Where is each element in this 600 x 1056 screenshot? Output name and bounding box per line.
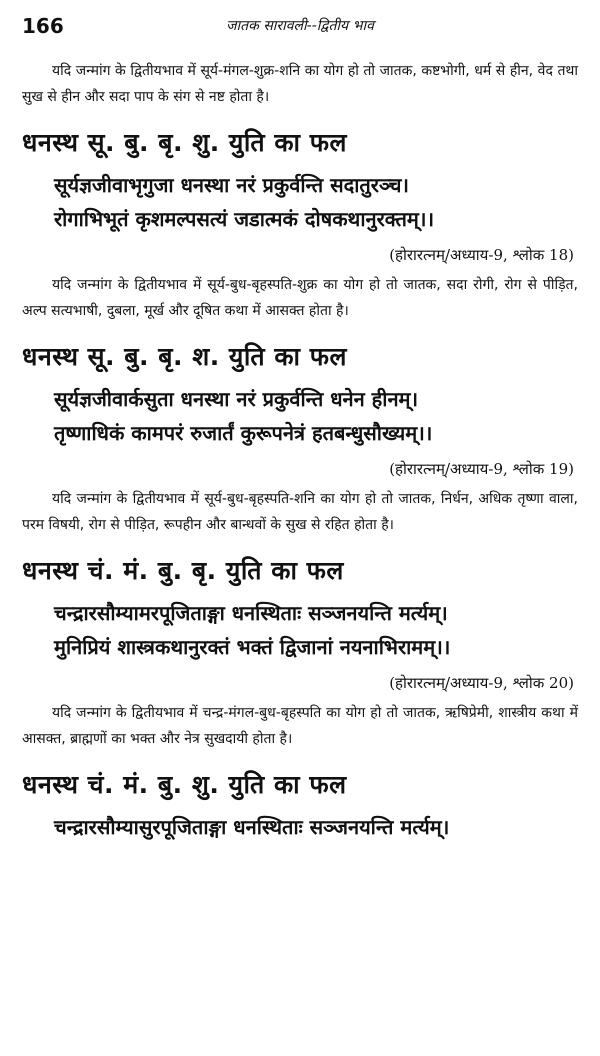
- verse-line: सूर्यज्ञजीवाभृगुजा धनस्था नरं प्रकुर्वन्ति सदातुरञ्च।: [54, 173, 409, 197]
- verse-line: चन्द्रारसौम्यासुरपूजिताङ्गा धनस्थिताः सञ्जनयन्ति मर्त्यम्।: [54, 815, 450, 839]
- sanskrit-verse: [22, 596, 578, 664]
- section-heading: धनस्थ सू. बु. बृ. श. युति का फल: [22, 342, 347, 371]
- page-header: [22, 14, 578, 48]
- section-heading: धनस्थ चं. मं. बु. शु. युति का फल: [22, 770, 347, 799]
- sanskrit-verse: [22, 168, 578, 236]
- explanation-paragraph: यदि जन्मांग के द्वितीयभाव में सूर्य-बुध-बृहस्पति-शनि का योग हो तो जातक, निर्धन, अधिक तृष्णा वाला, परम विषयी, रोग से पीड़ित, रूपहीन और बान्धवों के सुख से रहित होता है।: [22, 491, 578, 533]
- page-number: 166: [22, 14, 64, 38]
- sanskrit-verse: [22, 810, 578, 844]
- section-heading: धनस्थ सू. बु. बृ. शु. युति का फल: [22, 128, 347, 157]
- verse-citation: (होरारत्नम्/अध्याय-9, श्लोक 19): [389, 460, 574, 478]
- verse-citation: (होरारत्नम्/अध्याय-9, श्लोक 18): [389, 246, 574, 264]
- intro-paragraph: यदि जन्मांग के द्वितीयभाव में सूर्य-मंगल-शुक्र-शनि का योग हो तो जातक, कष्टभोगी, धर्म से हीन, वेद तथा सुख से हीन और सदा पाप के संग से नष्ट होता है।: [22, 63, 578, 105]
- verse-line: मुनिप्रियं शास्त्रकथानुरक्तं भक्तं द्विजानां नयनाभिरामम्।।: [54, 635, 451, 659]
- verse-line: रोगाभिभूतं कृशमल्पसत्यं जडात्मकं दोषकथानुरक्तम्।।: [54, 207, 435, 231]
- section-heading: धनस्थ चं. मं. बु. बृ. युति का फल: [22, 556, 344, 585]
- verse-line: सूर्यज्ञजीवार्कसुता धनस्था नरं प्रकुर्वन्ति धनेन हीनम्।: [54, 387, 419, 411]
- verse-line: चन्द्रारसौम्यामरपूजिताङ्गा धनस्थिताः सञ्जनयन्ति मर्त्यम्।: [54, 601, 448, 625]
- explanation-paragraph: यदि जन्मांग के द्वितीयभाव में चन्द्र-मंगल-बुध-बृहस्पति का योग हो तो जातक, ऋषिप्रेमी, शास्त्रीय कथा में आसक्त, ब्राह्मणों का भक्त और नेत्र सुखदायी होता है।: [22, 705, 578, 747]
- sanskrit-verse: [22, 382, 578, 450]
- explanation-paragraph: यदि जन्मांग के द्वितीयभाव में सूर्य-बुध-बृहस्पति-शुक्र का योग हो तो जातक, सदा रोगी, रोग से पीड़ित, अल्प सत्यभाषी, दुबला, मूर्ख और दूषित कथा में आसक्त होता है।: [22, 277, 578, 319]
- verse-line: तृष्णाधिकं कामपरं रुजार्तं कुरूपनेत्रं हतबन्धुसौख्यम्।।: [54, 421, 433, 445]
- verse-citation: (होरारत्नम्/अध्याय-9, श्लोक 20): [389, 674, 574, 692]
- running-head: जातक सारावली--द्वितीय भाव: [226, 18, 374, 34]
